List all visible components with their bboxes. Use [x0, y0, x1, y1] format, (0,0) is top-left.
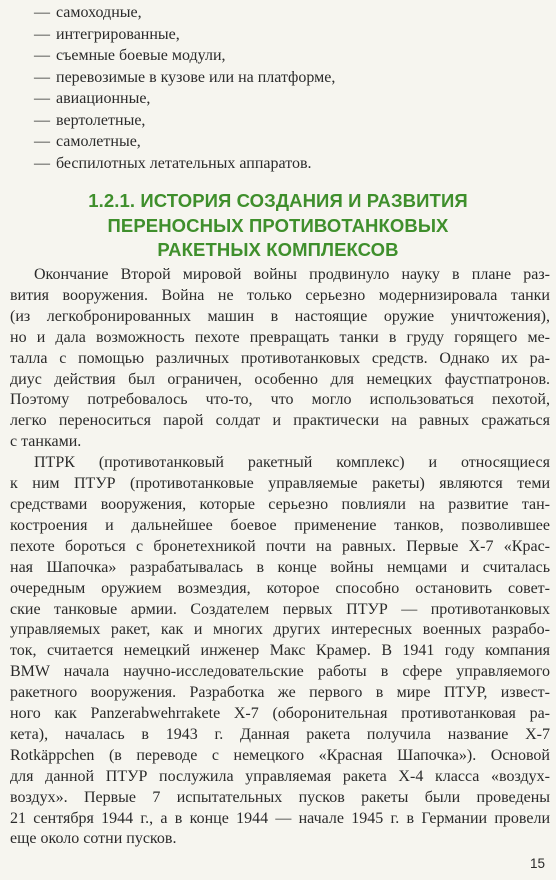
list-dash: — [34, 68, 50, 86]
text-line: ские танковые армии. Создателем первых ПТУР — противотанковых [10, 600, 550, 618]
text-line: ракетного вооружения. Разработка же первого в мире ПТУР, извест- [10, 684, 550, 702]
platform-type-list [34, 2, 335, 174]
list-item: — самолетные, [34, 131, 335, 153]
text-line: ПТРК (противотанковый ракетный комплекс) и относящиеся [34, 454, 550, 472]
text-line: к ним ПТУР (противотанковые управляемые ракеты) являются теми [10, 475, 550, 493]
text-line: вития вооружения. Война не только серьезно модернизировала танки [10, 286, 550, 304]
list-item: — самоходные, [34, 2, 335, 24]
text-line: Окончание Второй мировой войны продвинуло науку в плане раз- [34, 266, 550, 283]
list-item: — интегрированные, [34, 24, 335, 46]
list-item: — съемные боевые модули, [34, 45, 335, 67]
body-text [10, 265, 550, 850]
list-item: — беспилотных летательных аппаратов. [34, 153, 335, 175]
page-number: 15 [529, 856, 545, 871]
text-line: BMW начала научно-исследовательские работы в сфере управляемого [10, 663, 550, 681]
paragraph-1 [10, 265, 550, 453]
text-line: кета), началась в 1943 г. Данная ракета получила название X-7 [10, 725, 550, 743]
paragraph-2 [10, 453, 550, 850]
text-line: очередным оружием возмездия, которое способно остановить совет- [10, 579, 550, 597]
list-dash: — [34, 47, 50, 64]
heading-line: РАКЕТНЫХ КОМПЛЕКСОВ [157, 239, 399, 260]
text-line: еще около сотни пусков. [10, 830, 177, 848]
heading-line: 1.2.1. ИСТОРИЯ СОЗДАНИЯ И РАЗВИТИЯ [88, 190, 468, 211]
text-line: но и дала возможность пехоте превращать танки в груду горящего ме- [10, 328, 550, 346]
text-line: костроения и дальнейшее боевое применение танков, позволившее [10, 516, 550, 534]
list-dash: — [34, 111, 50, 129]
list-dash: — [34, 154, 50, 172]
text-line: Rotkäppchen (в переводе с немецкого «Красная Шапочка»). Основой [10, 746, 550, 764]
list-dash: — [34, 4, 50, 21]
text-line: с танками. [10, 433, 82, 451]
text-line: диус действия был ограничен, особенно для немецких фаустпатронов. [10, 370, 550, 388]
text-line: управляемых ракет, как и многих других интересных военных разрабо- [10, 621, 550, 639]
text-line: (из легкобронированных машин в настоящие оружие уничтожения), [10, 307, 550, 325]
list-dash: — [34, 133, 50, 150]
list-dash: — [34, 25, 50, 43]
heading-line: ПЕРЕНОСНЫХ ПРОТИВОТАНКОВЫХ [107, 214, 449, 236]
list-dash: — [34, 90, 50, 107]
text-line: 21 сентября 1944 г., а в конце 1944 — начале 1945 г. в Германии провели [10, 809, 550, 827]
list-item: — авиационные, [34, 88, 335, 110]
text-line: воздух». Первые 7 испытательных пусков ракеты были проведены [10, 788, 550, 806]
section-heading [0, 189, 556, 263]
list-item: — вертолетные, [34, 110, 335, 132]
text-line: ного как Panzerabwehrrakete X-7 (оборонительная противотанковая ра- [10, 705, 550, 723]
text-line: пехоте бороться с бронетехникой почти на равных. Первые X-7 «Крас- [10, 537, 550, 555]
text-line: средствами вооружения, которые серьезно повлияли на развитие тан- [10, 495, 550, 513]
text-line: Поэтому потребовалось что-то, что могло использоваться пехотой, [10, 391, 550, 409]
list-item: — перевозимые в кузове или на платформе, [34, 67, 335, 89]
text-line: талла с помощью различных противотанковых средств. Однако их ра- [10, 349, 550, 367]
text-line: ток, считается немецкий инженер Макс Крамер. В 1941 году компания [10, 642, 550, 660]
text-line: легко переноситься парой солдат и практически на равных сражаться [10, 412, 550, 430]
text-line: для данной ПТУР послужила управляемая ракета X-4 класса «воздух- [10, 767, 550, 785]
text-line: ная Шапочка» разрабатывалась в конце войны немцами и считалась [10, 558, 550, 576]
